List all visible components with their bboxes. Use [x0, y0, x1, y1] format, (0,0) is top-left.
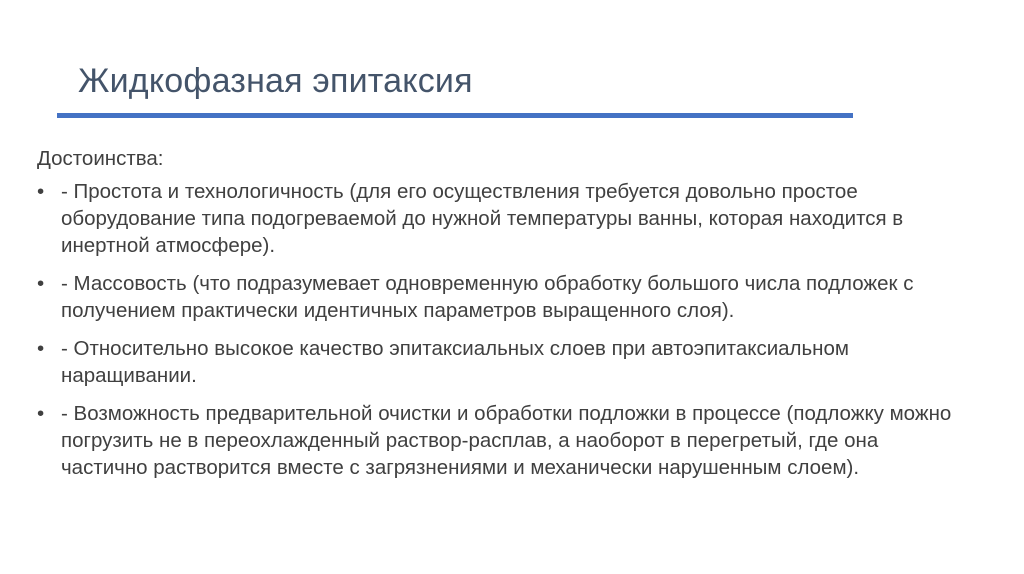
bullet-icon: •	[37, 402, 45, 425]
list-item	[37, 400, 967, 481]
list-item-text: - Возможность предварительной очистки и обработки подложки в процессе (подложку можно погрузить не в переохлажденный раствор-расплав, а наоборот в перегретый, где она частично растворится вместе с загрязнениями и механически нарушенным слоем).	[61, 402, 952, 479]
bullet-icon: •	[37, 180, 45, 203]
bullet-icon: •	[37, 337, 45, 360]
slide-title: Жидкофазная эпитаксия	[78, 62, 473, 100]
advantages-heading: Достоинства:	[37, 147, 164, 170]
list-item-text: - Относительно высокое качество эпитаксиальных слоев при автоэпитаксиальном наращивании.	[61, 337, 849, 387]
slide-body	[37, 145, 967, 492]
list-item	[37, 335, 967, 389]
list-item	[37, 270, 967, 324]
bullet-icon: •	[37, 272, 45, 295]
list-item	[37, 178, 967, 259]
title-underline	[57, 113, 853, 118]
list-item-text: - Массовость (что подразумевает одновременную обработку большого числа подложек с получением практически идентичных параметров выращенного слоя).	[61, 272, 914, 322]
list-item-text: - Простота и технологичность (для его осуществления требуется довольно простое оборудование типа подогреваемой до нужной температуры ванны, которая находится в инертной атмосфере).	[61, 180, 904, 257]
advantages-list	[37, 178, 967, 481]
